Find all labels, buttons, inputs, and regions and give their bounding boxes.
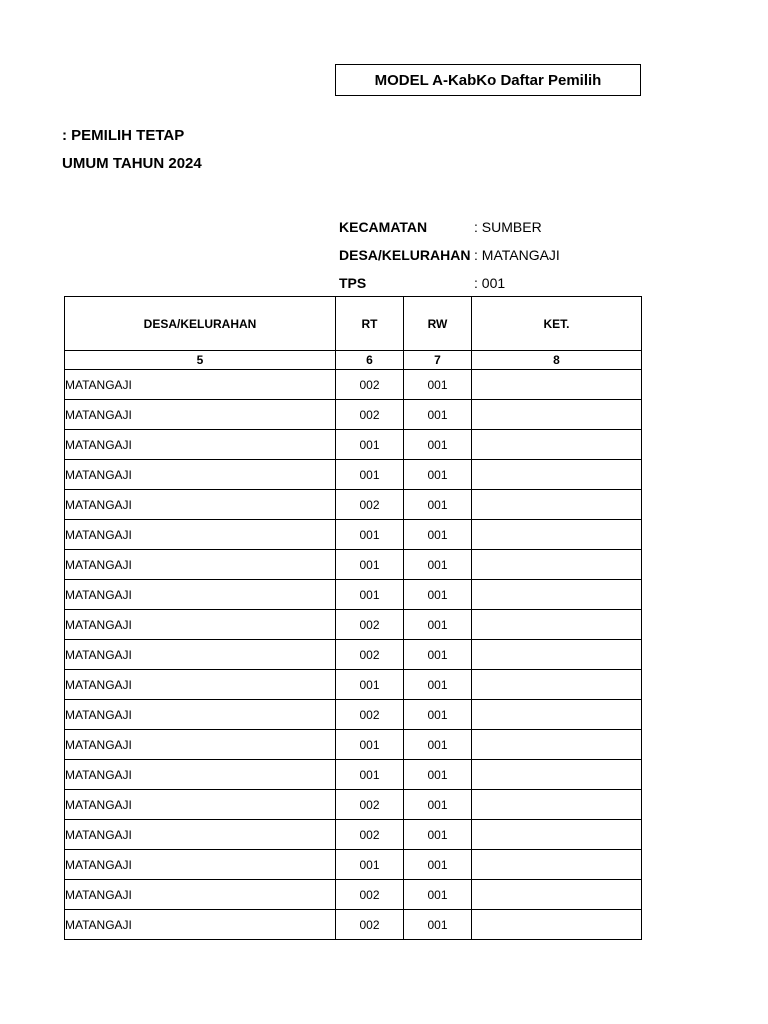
table-row (65, 700, 642, 730)
table-row (65, 610, 642, 640)
kecamatan-value: : SUMBER (474, 219, 542, 235)
cell-desa-kelurahan: MATANGAJI (65, 490, 336, 520)
column-number-row (65, 351, 642, 370)
cell-ket (472, 370, 642, 400)
cell-ket (472, 880, 642, 910)
table-row (65, 550, 642, 580)
table-row (65, 400, 642, 430)
cell-desa-kelurahan: MATANGAJI (65, 640, 336, 670)
tps-value: : 001 (474, 275, 506, 291)
cell-rw: 001 (404, 550, 472, 580)
table-row (65, 790, 642, 820)
cell-rw: 001 (404, 910, 472, 940)
table-row (65, 520, 642, 550)
column-number: 8 (472, 351, 642, 370)
cell-rt: 002 (336, 370, 404, 400)
cell-ket (472, 400, 642, 430)
cell-rw: 001 (404, 880, 472, 910)
cell-desa-kelurahan: MATANGAJI (65, 610, 336, 640)
cell-desa-kelurahan: MATANGAJI (65, 460, 336, 490)
cell-ket (472, 580, 642, 610)
cell-ket (472, 760, 642, 790)
column-number: 6 (336, 351, 404, 370)
cell-rt: 001 (336, 760, 404, 790)
table-row (65, 430, 642, 460)
table-row (65, 850, 642, 880)
heading-line-1: : PEMILIH TETAP (62, 127, 185, 144)
table-row (65, 730, 642, 760)
form-model-title: MODEL A-KabKo Daftar Pemilih (335, 64, 641, 96)
cell-rt: 001 (336, 850, 404, 880)
cell-ket (472, 610, 642, 640)
cell-rt: 002 (336, 880, 404, 910)
cell-rt: 001 (336, 520, 404, 550)
header-rt: RT (336, 297, 404, 351)
heading-line-2: UMUM TAHUN 2024 (62, 155, 202, 172)
cell-desa-kelurahan: MATANGAJI (65, 910, 336, 940)
cell-rw: 001 (404, 730, 472, 760)
cell-rt: 002 (336, 640, 404, 670)
table-header-row (65, 297, 642, 351)
cell-rt: 001 (336, 460, 404, 490)
cell-rw: 001 (404, 370, 472, 400)
cell-rw: 001 (404, 430, 472, 460)
cell-desa-kelurahan: MATANGAJI (65, 730, 336, 760)
cell-rw: 001 (404, 520, 472, 550)
cell-ket (472, 490, 642, 520)
table-row (65, 880, 642, 910)
cell-desa-kelurahan: MATANGAJI (65, 760, 336, 790)
cell-rw: 001 (404, 460, 472, 490)
column-number: 7 (404, 351, 472, 370)
cell-desa-kelurahan: MATANGAJI (65, 580, 336, 610)
cell-desa-kelurahan: MATANGAJI (65, 370, 336, 400)
cell-ket (472, 460, 642, 490)
table-row (65, 670, 642, 700)
cell-rw: 001 (404, 850, 472, 880)
cell-rw: 001 (404, 580, 472, 610)
cell-rt: 002 (336, 700, 404, 730)
cell-desa-kelurahan: MATANGAJI (65, 550, 336, 580)
table-row (65, 760, 642, 790)
cell-rt: 001 (336, 580, 404, 610)
header-desa-kelurahan: DESA/KELURAHAN (65, 297, 336, 351)
cell-rw: 001 (404, 700, 472, 730)
cell-desa-kelurahan: MATANGAJI (65, 670, 336, 700)
cell-rw: 001 (404, 760, 472, 790)
cell-desa-kelurahan: MATANGAJI (65, 820, 336, 850)
cell-ket (472, 640, 642, 670)
cell-rw: 001 (404, 790, 472, 820)
cell-ket (472, 430, 642, 460)
header-rw: RW (404, 297, 472, 351)
cell-rw: 001 (404, 640, 472, 670)
cell-ket (472, 670, 642, 700)
cell-ket (472, 700, 642, 730)
voter-table (64, 296, 642, 940)
cell-desa-kelurahan: MATANGAJI (65, 520, 336, 550)
cell-desa-kelurahan: MATANGAJI (65, 850, 336, 880)
desa-kelurahan-label: DESA/KELURAHAN (339, 247, 471, 263)
desa-kelurahan-value: : MATANGAJI (474, 247, 560, 263)
cell-desa-kelurahan: MATANGAJI (65, 880, 336, 910)
cell-ket (472, 790, 642, 820)
tps-label: TPS (339, 275, 367, 291)
cell-rt: 002 (336, 400, 404, 430)
cell-rw: 001 (404, 400, 472, 430)
cell-rt: 001 (336, 430, 404, 460)
table-row (65, 820, 642, 850)
table-row (65, 460, 642, 490)
cell-desa-kelurahan: MATANGAJI (65, 430, 336, 460)
column-number: 5 (65, 351, 336, 370)
cell-rt: 002 (336, 790, 404, 820)
cell-ket (472, 820, 642, 850)
cell-rw: 001 (404, 490, 472, 520)
cell-desa-kelurahan: MATANGAJI (65, 790, 336, 820)
cell-rt: 002 (336, 910, 404, 940)
table-row (65, 370, 642, 400)
cell-ket (472, 910, 642, 940)
table-row (65, 580, 642, 610)
cell-ket (472, 730, 642, 760)
cell-rt: 002 (336, 820, 404, 850)
header-ket: KET. (472, 297, 642, 351)
table-row (65, 490, 642, 520)
cell-rw: 001 (404, 670, 472, 700)
table-row (65, 910, 642, 940)
cell-ket (472, 550, 642, 580)
cell-rw: 001 (404, 610, 472, 640)
cell-desa-kelurahan: MATANGAJI (65, 400, 336, 430)
cell-rt: 002 (336, 610, 404, 640)
cell-ket (472, 520, 642, 550)
table-row (65, 640, 642, 670)
cell-rw: 001 (404, 820, 472, 850)
cell-rt: 001 (336, 550, 404, 580)
kecamatan-label: KECAMATAN (339, 219, 428, 235)
cell-rt: 002 (336, 490, 404, 520)
cell-desa-kelurahan: MATANGAJI (65, 700, 336, 730)
cell-ket (472, 850, 642, 880)
cell-rt: 001 (336, 730, 404, 760)
cell-rt: 001 (336, 670, 404, 700)
